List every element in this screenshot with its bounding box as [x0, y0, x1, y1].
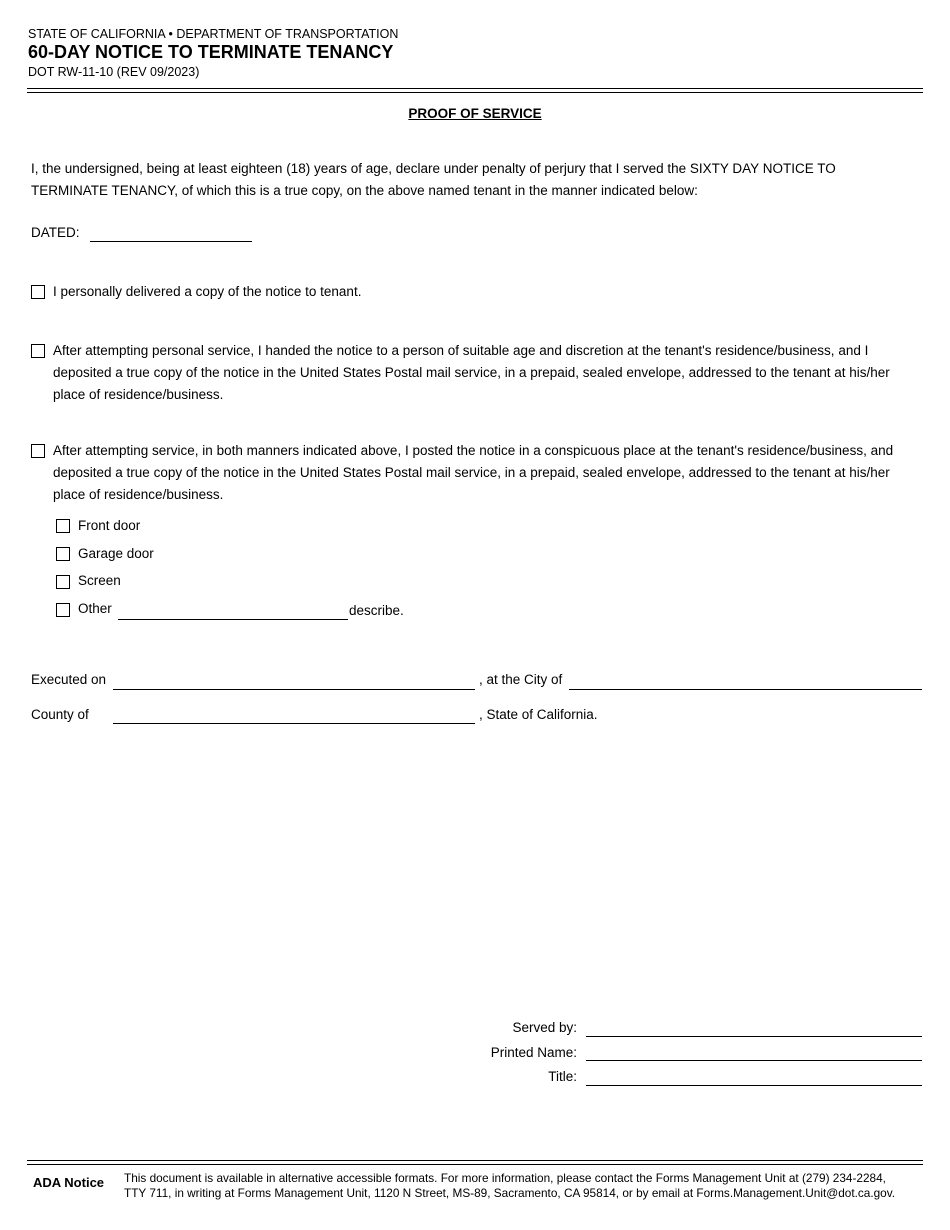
header-rule-top: [27, 88, 923, 89]
describe-label: describe.: [349, 603, 404, 618]
garage-door-label: Garage door: [78, 546, 154, 561]
ada-notice-label: ADA Notice: [33, 1175, 105, 1190]
substitute-service-checkbox[interactable]: [31, 344, 45, 358]
form-title: 60-DAY NOTICE TO TERMINATE TENANCY: [28, 42, 394, 62]
state-label: , State of California.: [479, 707, 598, 722]
option-personal-delivery-text: I personally delivered a copy of the notice to tenant.: [53, 284, 362, 299]
front-door-checkbox[interactable]: [56, 519, 70, 533]
other-label: Other: [78, 601, 112, 616]
served-by-field[interactable]: [586, 1036, 922, 1037]
garage-door-checkbox[interactable]: [56, 547, 70, 561]
other-describe-field[interactable]: [118, 619, 348, 620]
city-field[interactable]: [569, 689, 922, 690]
dated-label: DATED:: [31, 225, 80, 240]
printed-name-field[interactable]: [586, 1060, 922, 1061]
title-label: Title:: [548, 1069, 577, 1084]
ada-notice-line-1: This document is available in alternative accessible formats. For more information, please contact the Forms Management Unit at (279) 234-2284,: [124, 1171, 886, 1185]
agency-line: STATE OF CALIFORNIA • DEPARTMENT OF TRANSPORTATION: [28, 27, 399, 41]
personal-delivery-checkbox[interactable]: [31, 285, 45, 299]
other-checkbox[interactable]: [56, 603, 70, 617]
posted-notice-checkbox[interactable]: [31, 444, 45, 458]
declaration-text: I, the undersigned, being at least eighteen (18) years of age, declare under penalty of perjury that I served the SIXTY DAY NOTICE TO TERMINATE TENANCY, of which this is a true copy, on the above named tenant in the manner indicated below:: [31, 161, 836, 198]
title-field[interactable]: [586, 1085, 922, 1086]
printed-name-label: Printed Name:: [490, 1045, 577, 1060]
front-door-label: Front door: [78, 518, 141, 533]
ada-notice-text: [124, 1171, 912, 1201]
city-label: , at the City of: [479, 672, 563, 687]
option-substitute-service-text: After attempting personal service, I handed the notice to a person of suitable age and discretion at the tenant's residence/business, and I deposited a true copy of the notice in the United States Postal mail service, in a prepaid, sealed envelope, addressed to the tenant at his/her place of residence/business.: [53, 343, 890, 402]
served-by-label: Served by:: [512, 1020, 577, 1035]
section-title: PROOF OF SERVICE: [408, 106, 542, 121]
option-posted-notice-text: After attempting service, in both manners indicated above, I posted the notice in a conspicuous place at the tenant's residence/business, and deposited a true copy of the notice in the United States Postal mail service, in a prepaid, sealed envelope, addressed to the tenant at his/her place of residence/business.: [53, 443, 894, 502]
screen-label: Screen: [78, 573, 121, 588]
dated-field[interactable]: [90, 241, 252, 242]
county-field[interactable]: [113, 723, 475, 724]
footer-rule-bottom: [27, 1164, 923, 1165]
footer-rule-top: [27, 1160, 923, 1161]
executed-on-field[interactable]: [113, 689, 475, 690]
executed-on-label: Executed on: [31, 672, 107, 687]
screen-checkbox[interactable]: [56, 575, 70, 589]
ada-notice-line-2: TTY 711, in writing at Forms Management Unit, 1120 N Street, MS-89, Sacramento, CA 95814, or by email at Forms.Management.Unit@dot.ca.gov.: [124, 1186, 896, 1200]
form-code: DOT RW-11-10 (REV 09/2023): [28, 65, 200, 79]
county-label: County of: [31, 707, 89, 722]
header-rule-bottom: [27, 92, 923, 93]
